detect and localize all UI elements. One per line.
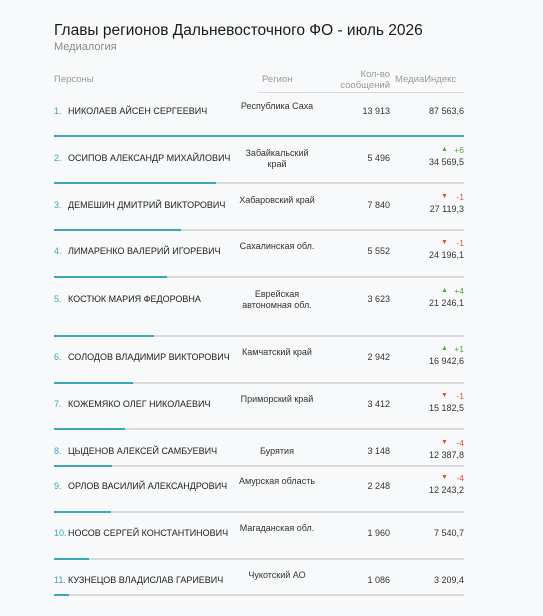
media-index-value: 24 196,1 — [428, 250, 464, 260]
person-name: ОСИПОВ АЛЕКСАНДР МИХАЙЛОВИЧ — [68, 153, 231, 163]
person-name: КУЗНЕЦОВ ВЛАДИСЛАВ ГАРИЕВИЧ — [68, 575, 224, 585]
person-name: ДЕМЕШИН ДМИТРИЙ ВИКТОРОВИЧ — [68, 200, 226, 210]
rank-change-badge: -1 — [456, 391, 464, 401]
media-index-bar — [54, 382, 133, 384]
message-count: 1 086 — [367, 575, 390, 585]
message-count: 3 412 — [367, 399, 390, 409]
arrow-up-icon: ▲ — [441, 287, 448, 294]
row-rank: 1. — [54, 106, 62, 116]
row-rank: 6. — [54, 352, 62, 362]
arrow-down-icon: ▼ — [441, 439, 448, 446]
media-index-value: 7 540,7 — [433, 528, 464, 538]
rank-change-badge: +6 — [454, 145, 464, 155]
media-index-value: 87 563,6 — [428, 106, 464, 116]
person-name: НИКОЛАЕВ АЙСЕН СЕРГЕЕВИЧ — [68, 106, 208, 116]
media-index-bar — [54, 182, 216, 184]
message-count: 7 840 — [367, 200, 390, 210]
row-rank: 5. — [54, 294, 62, 304]
page-subtitle: Медиалогия — [54, 41, 117, 53]
arrow-up-icon: ▲ — [441, 146, 448, 153]
row-rank: 10. — [54, 528, 67, 538]
region-name: Бурятия — [260, 446, 294, 456]
region-name: Камчатский край — [242, 347, 312, 357]
media-index-bar — [54, 511, 111, 513]
rank-change-badge: -4 — [456, 438, 464, 448]
media-index-bar — [54, 335, 154, 337]
media-index-bar — [54, 229, 181, 231]
message-count: 2 248 — [367, 481, 390, 491]
row-rank: 3. — [54, 200, 62, 210]
message-count: 3 148 — [367, 446, 390, 456]
page-title: Главы регионов Дальневосточного ФО - июль 2026 — [54, 22, 423, 39]
arrow-down-icon: ▼ — [441, 193, 448, 200]
region-name: Хабаровский край — [239, 195, 315, 205]
message-count: 1 960 — [367, 528, 390, 538]
column-header-media-index[interactable]: МедиаИндекс — [395, 74, 457, 85]
row-divider — [54, 511, 464, 513]
media-index-bar — [54, 465, 112, 467]
region-name: Забайкальский край — [245, 148, 309, 169]
message-count: 5 496 — [367, 153, 390, 163]
row-rank: 8. — [54, 446, 62, 456]
message-count: 13 913 — [362, 106, 390, 116]
rank-change-badge: -1 — [456, 192, 464, 202]
media-index-bar — [54, 135, 464, 137]
arrow-down-icon: ▼ — [441, 392, 448, 399]
person-name: ОРЛОВ ВАСИЛИЙ АЛЕКСАНДРОВИЧ — [68, 481, 228, 491]
media-index-value: 12 243,2 — [428, 485, 464, 495]
row-rank: 2. — [54, 153, 62, 163]
region-name: Чукотский АО — [248, 570, 306, 580]
region-name: Сахалинская обл. — [239, 241, 315, 251]
media-index-bar — [54, 428, 125, 430]
message-count: 3 623 — [367, 294, 390, 304]
region-name: Амурская область — [238, 476, 316, 486]
message-count: 2 942 — [367, 352, 390, 362]
arrow-down-icon: ▼ — [441, 474, 448, 481]
region-name: Приморский край — [240, 394, 314, 404]
person-name: СОЛОДОВ ВЛАДИМИР ВИКТОРОВИЧ — [68, 352, 230, 362]
rank-change-badge: +1 — [454, 344, 464, 354]
row-divider — [54, 558, 464, 560]
header-divider — [258, 92, 464, 93]
row-divider — [54, 594, 464, 596]
media-index-value: 21 246,1 — [428, 298, 464, 308]
media-index-bar — [54, 558, 89, 560]
media-index-value: 16 942,6 — [428, 356, 464, 366]
column-header-count[interactable]: Кол-во сообщений — [340, 69, 390, 91]
row-rank: 11. — [54, 575, 66, 585]
person-name: ЛИМАРЕНКО ВАЛЕРИЙ ИГОРЕВИЧ — [68, 246, 221, 256]
person-name: ЦЫДЕНОВ АЛЕКСЕЙ САМБУЕВИЧ — [68, 446, 218, 456]
person-name: КОЖЕМЯКО ОЛЕГ НИКОЛАЕВИЧ — [68, 399, 211, 409]
rank-change-badge: -4 — [456, 473, 464, 483]
person-name: НОСОВ СЕРГЕЙ КОНСТАНТИНОВИЧ — [68, 528, 229, 538]
column-header-persons[interactable]: Персоны — [54, 74, 94, 85]
row-rank: 9. — [54, 481, 62, 491]
row-divider — [54, 465, 464, 467]
media-index-value: 15 182,5 — [428, 403, 464, 413]
media-index-value: 34 569,5 — [428, 157, 464, 167]
arrow-down-icon: ▼ — [441, 239, 448, 246]
message-count: 5 552 — [367, 246, 390, 256]
region-name: Республика Саха — [240, 101, 314, 111]
rank-change-badge: -1 — [456, 238, 464, 248]
region-name: Еврейская автономная обл. — [242, 289, 312, 310]
region-name: Магаданская обл. — [239, 523, 315, 533]
media-index-bar — [54, 594, 69, 596]
row-rank: 7. — [54, 399, 62, 409]
media-index-value: 27 119,3 — [429, 204, 464, 214]
media-index-value: 3 209,4 — [433, 575, 464, 585]
person-name: КОСТЮК МАРИЯ ФЕДОРОВНА — [68, 294, 201, 304]
column-header-region[interactable]: Регион — [262, 74, 293, 85]
media-index-bar — [54, 276, 167, 278]
media-index-value: 12 387,8 — [428, 450, 464, 460]
arrow-up-icon: ▲ — [441, 345, 448, 352]
row-rank: 4. — [54, 246, 62, 256]
rank-change-badge: +4 — [454, 286, 464, 296]
